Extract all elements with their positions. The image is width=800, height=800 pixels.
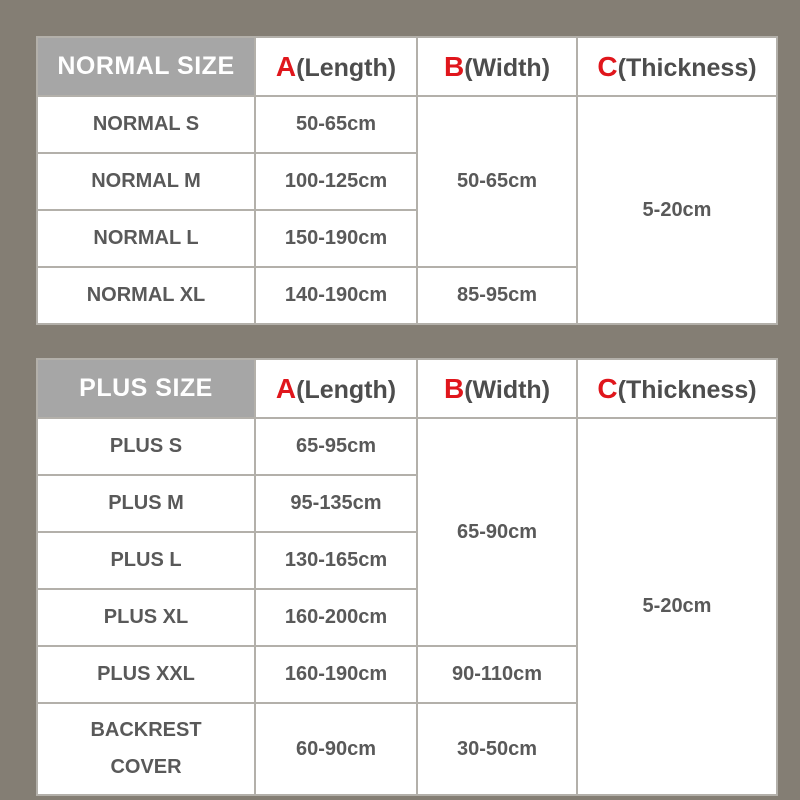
thickness-label: (Thickness) <box>617 53 757 82</box>
size-name-line1: BACKREST <box>90 719 202 741</box>
width-cell: 65-90cm <box>417 418 577 646</box>
thickness-header <box>577 359 777 418</box>
length-label: (Length) <box>296 375 397 404</box>
length-header <box>255 359 417 418</box>
width-label: (Width) <box>464 375 551 404</box>
thickness-letter: C <box>597 50 618 82</box>
plus-size-table <box>36 358 778 796</box>
size-name-cell <box>37 703 255 795</box>
length-cell: 60-90cm <box>255 703 417 795</box>
length-cell: 130-165cm <box>255 532 417 589</box>
thickness-header <box>577 37 777 96</box>
length-cell: 140-190cm <box>255 267 417 324</box>
width-label: (Width) <box>464 53 551 82</box>
size-header: PLUS SIZE <box>37 359 255 418</box>
width-cell: 50-65cm <box>417 96 577 267</box>
length-header <box>255 37 417 96</box>
size-name-cell: PLUS XL <box>37 589 255 646</box>
table-header-row <box>37 359 777 418</box>
size-name-cell: NORMAL L <box>37 210 255 267</box>
thickness-label: (Thickness) <box>617 375 757 404</box>
length-cell: 50-65cm <box>255 96 417 153</box>
length-cell: 150-190cm <box>255 210 417 267</box>
width-letter: B <box>443 372 465 404</box>
table-row <box>37 418 777 475</box>
table-header-row <box>37 37 777 96</box>
size-name-cell: PLUS M <box>37 475 255 532</box>
width-cell: 90-110cm <box>417 646 577 703</box>
width-cell: 30-50cm <box>417 703 577 795</box>
width-cell: 85-95cm <box>417 267 577 324</box>
width-header <box>417 359 577 418</box>
length-cell: 160-200cm <box>255 589 417 646</box>
size-name-cell: PLUS XXL <box>37 646 255 703</box>
size-name-cell: PLUS S <box>37 418 255 475</box>
size-name-cell: NORMAL S <box>37 96 255 153</box>
length-cell: 95-135cm <box>255 475 417 532</box>
width-letter: B <box>443 50 465 82</box>
size-name-cell: NORMAL XL <box>37 267 255 324</box>
length-label: (Length) <box>296 53 397 82</box>
normal-size-table <box>36 36 778 325</box>
length-cell: 65-95cm <box>255 418 417 475</box>
size-name-cell: PLUS L <box>37 532 255 589</box>
size-name-cell: NORMAL M <box>37 153 255 210</box>
thickness-letter: C <box>597 372 618 404</box>
thickness-cell: 5-20cm <box>577 418 777 795</box>
length-cell: 160-190cm <box>255 646 417 703</box>
thickness-cell: 5-20cm <box>577 96 777 324</box>
length-cell: 100-125cm <box>255 153 417 210</box>
size-name-line2: COVER <box>110 756 182 778</box>
length-letter: A <box>275 372 297 404</box>
length-letter: A <box>275 50 297 82</box>
width-header <box>417 37 577 96</box>
table-row <box>37 96 777 153</box>
size-header: NORMAL SIZE <box>37 37 255 96</box>
